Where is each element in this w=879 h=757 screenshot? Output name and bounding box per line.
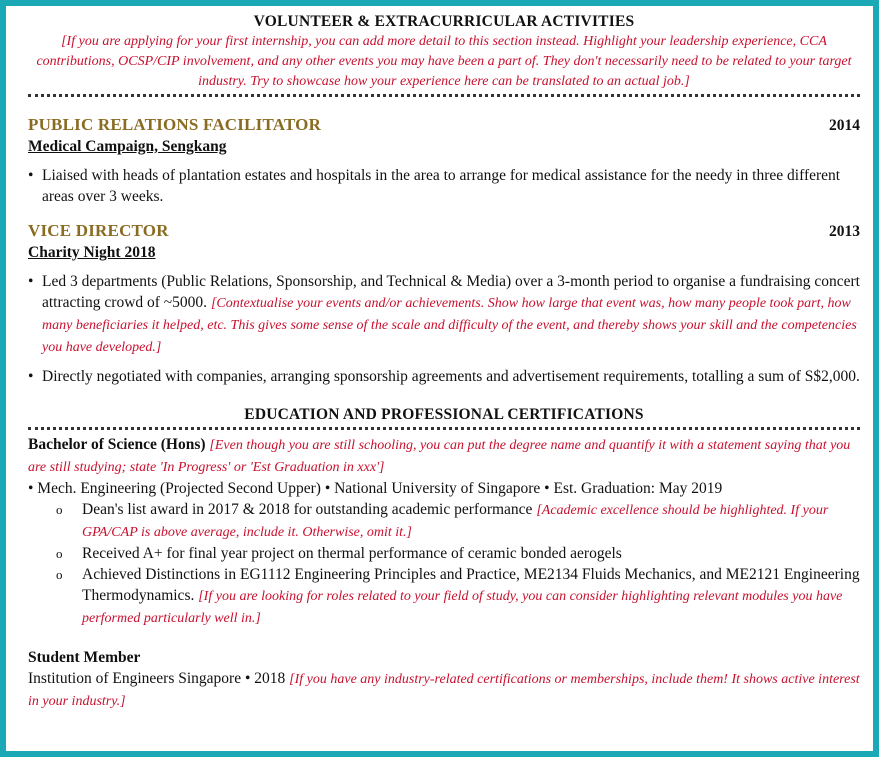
- membership-note: [If you have any industry-related certifications or memberships, include them! It shows active interest in your industry.]: [28, 672, 860, 709]
- role-bullet: [28, 271, 860, 358]
- role-organization: Medical Campaign, Sengkang: [28, 138, 227, 155]
- role-header: [28, 221, 860, 243]
- degree-note: [Even though you are still schooling, you can put the degree name and quantify it with a statement saying that you are still studying; state 'In Progress' or 'Est Graduation in xxx']: [28, 438, 851, 475]
- degree-detail: • Mech. Engineering (Projected Second Upper) • National University of Singapore • Est. Graduation: May 2019: [28, 480, 723, 497]
- bullet-note: [Contextualise your events and/or achievements. Show how large that event was, how many people took part, how many beneficiaries it helped, etc. This gives some sense of the scale and difficulty of the event, and thereby shows your skill and the competencies you have developed.]: [42, 296, 857, 355]
- role-title: VICE DIRECTOR: [28, 221, 169, 240]
- degree-name: Bachelor of Science (Hons): [28, 436, 206, 453]
- bullet-text: Led 3 departments (Public Relations, Sponsorship, and Technical & Media) over a 3-month period to organise a fundraising concert attracting crowd of ~5000.: [42, 273, 860, 311]
- degree-block: [28, 434, 860, 478]
- role-bullet: [28, 366, 860, 387]
- bullet-symbol: •: [28, 273, 34, 290]
- bullet-text: Liaised with heads of plantation estates and hospitals in the area to arrange for medical assistance for the needy in three different areas over 3 weeks.: [42, 167, 841, 205]
- education-heading: EDUCATION AND PROFESSIONAL CERTIFICATIONS: [244, 406, 644, 423]
- role-title: PUBLIC RELATIONS FACILITATOR: [28, 115, 322, 134]
- bullet-text: Directly negotiated with companies, arranging sponsorship agreements and advertisement requirements, totalling a sum of S$2,000.: [42, 368, 860, 385]
- education-sub-item: [28, 543, 860, 564]
- role-organization: Charity Night 2018: [28, 244, 156, 261]
- sub-item-note: [Academic excellence should be highlighted. If your GPA/CAP is above average, include it. Otherwise, omit it.]: [82, 503, 829, 540]
- sub-item-text: Achieved Distinctions in EG1112 Engineering Principles and Practice, ME2134 Fluids Mechanics, and ME2121 Engineering Thermodynamics.: [82, 566, 860, 604]
- sub-bullet-symbol: o: [56, 546, 63, 561]
- role-year: 2014: [829, 117, 860, 134]
- sub-bullet-symbol: o: [56, 502, 63, 517]
- education-sub-item: [28, 499, 860, 543]
- bullet-symbol: •: [28, 368, 34, 385]
- volunteer-note: [If you are applying for your first internship, you can add more detail to this section instead. Highlight your leadership experience, CCA contributions, OCSP/CIP involvement, and any other events you may have been a part of. They don't necessarily need to be related to your target industry. Try to showcase how your experience here can be translated to an actual job.]: [36, 34, 852, 89]
- membership-title: Student Member: [28, 649, 141, 666]
- membership-line: Institution of Engineers Singapore • 2018: [28, 670, 286, 687]
- section-divider: [28, 94, 860, 97]
- education-sub-item: [28, 564, 860, 629]
- sub-bullet-symbol: o: [56, 567, 63, 582]
- role-header: [28, 115, 860, 137]
- membership-block: [28, 668, 860, 712]
- role-year: 2013: [829, 223, 860, 240]
- resume-page: [28, 12, 860, 712]
- sub-item-note: [If you are looking for roles related to your field of study, you can consider highlighting relevant modules you have performed particularly well in.]: [82, 589, 843, 626]
- bullet-symbol: •: [28, 167, 34, 184]
- section-divider: [28, 427, 860, 430]
- role-bullet: [28, 165, 860, 207]
- volunteer-heading: VOLUNTEER & EXTRACURRICULAR ACTIVITIES: [253, 13, 635, 30]
- sub-item-text: Dean's list award in 2017 & 2018 for outstanding academic performance: [82, 501, 533, 518]
- sub-item-text: Received A+ for final year project on thermal performance of ceramic bonded aerogels: [82, 545, 622, 562]
